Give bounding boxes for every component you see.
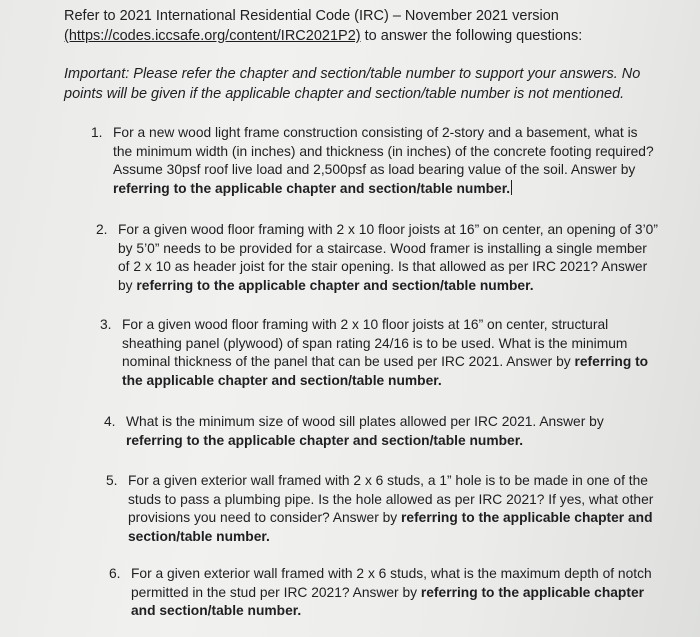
question-instruction: referring to the applicable chapter and section/table number. bbox=[128, 510, 653, 544]
question-number: 1. bbox=[91, 125, 103, 140]
question-5 bbox=[106, 472, 658, 546]
question-instruction: referring to the applicable chapter and section/table number. bbox=[136, 277, 534, 293]
question-4 bbox=[104, 413, 656, 450]
question-instruction: referring to the applicable chapter and section/table number. bbox=[131, 584, 644, 618]
question-instruction: referring to the applicable chapter and section/table number. bbox=[126, 432, 524, 448]
question-1 bbox=[91, 124, 658, 198]
question-number: 6. bbox=[109, 566, 121, 581]
text-cursor bbox=[511, 180, 512, 195]
question-instruction: referring to the applicable chapter and section/table number. bbox=[113, 180, 511, 196]
question-instruction: referring to the applicable chapter and section/table number. bbox=[122, 354, 649, 388]
question-text: What is the minimum size of wood sill plates allowed per IRC 2021. Answer by bbox=[126, 414, 604, 429]
intro-line-1: Refer to 2021 International Residential Code (IRC) – November 2021 version bbox=[64, 8, 559, 24]
question-number: 3. bbox=[100, 317, 112, 332]
question-number: 5. bbox=[106, 473, 118, 488]
question-text: For a new wood light frame construction consisting of 2-story and a basement, what is the minimum width (in inches) and thickness (in inches) of the concrete footing required? Assume 30psf roof live load and 2,500psf as load bearing value of the soil. Answer by bbox=[113, 125, 654, 177]
important-note: Important: Please refer the chapter and section/table number to support your answers. No points will be given if the applicable chapter and section/table number is not mentioned. bbox=[64, 66, 641, 102]
question-2 bbox=[96, 221, 658, 295]
question-text: For a given exterior wall framed with 2 x 6 studs, what is the maximum depth of notch permitted in the stud per IRC 2021? Answer by bbox=[131, 566, 652, 600]
question-text: For a given exterior wall framed with 2 x 6 studs, a 1” hole is to be made in one of the studs to pass a plumbing pipe. Is the hole allowed as per IRC 2021? If yes, what other provisions you need to consider? Answer by bbox=[128, 473, 654, 525]
question-6 bbox=[109, 565, 661, 621]
question-text: For a given wood floor framing with 2 x 10 floor joists at 16” on center, structural sheathing panel (plywood) of span rating 24/16 is to be used. What is the minimum nominal thickness of the panel that can be used per IRC 2021. Answer by bbox=[122, 317, 628, 369]
question-3 bbox=[100, 316, 652, 390]
intro-paragraph bbox=[64, 6, 684, 46]
question-text: For a given wood floor framing with 2 x 10 floor joists at 16” on center, an opening of 3’0” by 5’0” needs to be provided for a staircase. Wood framer is installing a single member of 2 x 10 as header joist for the stair opening. Is that allowed as per IRC 2021? Answer by bbox=[118, 222, 658, 293]
intro-line-2: to answer the following questions: bbox=[360, 28, 583, 44]
question-number: 2. bbox=[96, 222, 108, 237]
irc-link[interactable]: (https://codes.iccsafe.org/content/IRC2021P2) bbox=[64, 28, 361, 44]
question-number: 4. bbox=[104, 414, 116, 429]
